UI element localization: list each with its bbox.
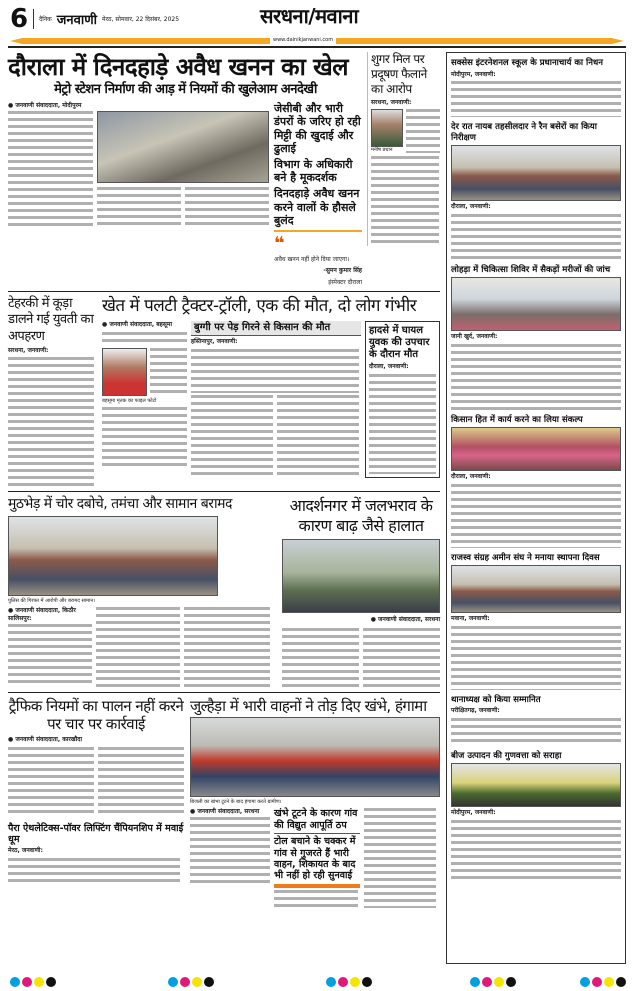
encounter-section [8, 496, 440, 687]
article-text [371, 156, 439, 246]
article-text [8, 858, 180, 886]
divider [8, 491, 440, 492]
dateline: मोदीपुरम, जनवाणी: [451, 70, 496, 78]
article-text [97, 187, 181, 227]
article-text [8, 357, 94, 487]
dateline: मेरठ, जनवाणी: [8, 847, 43, 855]
tractor-story [102, 296, 440, 478]
ameen-sangh-photo [451, 565, 621, 613]
dateline: मवाना, जनवाणी: [451, 615, 490, 623]
byline: ● जनवाणी संवाददाता, किठौर [8, 606, 76, 614]
waterlog-headline: आदर्शनगर में जलभराव के कारण बाढ़ जैसे हालात [289, 496, 433, 536]
medical-camp-photo [451, 277, 621, 331]
quote-author: -सुमन कुमार सिंह [323, 267, 362, 275]
seed-field-photo [451, 763, 621, 807]
dateline: दौराला, जनवाणी: [451, 473, 491, 481]
right-headline-4: राजस्व संग्रह अमीन संघ ने मनाया स्थापना दिवस [451, 552, 600, 563]
julhaida-story [190, 697, 440, 910]
article-text [364, 808, 436, 908]
julhaida-box2: टोल बचाने के चक्कर में गांव से गुजरते हैं भारी वाहन, शिकायत के बाद भी नहीं हो रही सुनवाई [274, 836, 356, 882]
main-region [8, 52, 440, 910]
article-text [184, 607, 270, 687]
right-column-box [446, 52, 626, 964]
registration-marks [470, 972, 518, 991]
dateline: सरधना, जनवाणी: [371, 99, 412, 106]
byline: ● जनवाणी संवाददाता, मोदीपुरम [8, 102, 82, 110]
deceased-photo [102, 348, 147, 396]
article-text [451, 214, 621, 260]
dateline: दौराला, जनवाणी: [369, 363, 409, 371]
lead-side-1: जेसीबी और भारी डंपरों के जरिए हो रही मिट्टी की खुदाई और ढुलाई [274, 102, 361, 155]
article-text [190, 817, 270, 887]
lead-headline: दौराला में दिनदहाड़े अवैध खनन का खेल [8, 53, 349, 81]
divider [33, 9, 34, 29]
right-headline-2: लोहड़ा में चिकित्सा शिविर में सैकड़ों मरीजों की जांच [451, 264, 611, 275]
waterlog-photo [282, 539, 440, 613]
lead-section [8, 52, 440, 287]
article-text [102, 332, 187, 346]
article-text [191, 395, 273, 475]
article-text [8, 111, 93, 227]
article-text [451, 820, 621, 880]
police-photo [8, 516, 218, 596]
right-headline-6: बीज उत्पादन की गुणवत्ता को सराहा [451, 750, 562, 761]
quote-icon: ❝ [274, 232, 285, 254]
dateline: हस्तिनापुर, जनवाणी: [191, 338, 238, 346]
dateline: दौराला, जनवाणी: [451, 203, 491, 211]
para-headline: पैरा ऐथलेटिक्स-पॉवर लिफ्टिंग चैंपियनशिप में मवाई धूम [8, 822, 184, 845]
paper-prefix: दैनिक [39, 16, 52, 23]
byline: ● जनवाणी संवाददाता, सरधना [370, 616, 440, 624]
article-text [451, 344, 621, 410]
article-text [274, 890, 358, 910]
quote-text: अवैध खनन नहीं होने दिया जाएगा। [274, 255, 350, 263]
article-text [191, 349, 359, 393]
byline: ● जनवाणी संवाददाता, कारखौदा [8, 736, 83, 744]
mining-photo [97, 111, 269, 183]
buggi-headline: बुग्गी पर पेड़ गिरने से किसान की मौत [191, 321, 361, 336]
divider [8, 291, 440, 292]
article-text [150, 348, 187, 396]
divider [274, 884, 360, 888]
right-headline-0: सक्सेस इंटरनेशनल स्कूल के प्रधानाचार्य का निधन [451, 58, 603, 68]
article-text [96, 607, 180, 687]
tractor-section [8, 296, 440, 487]
dateline: मेरठ, सोमवार, 22 दिसंबर, 2025 [102, 16, 180, 23]
divider [8, 692, 440, 693]
encounter-headline: मुठभेड़ में चोर दबोचे, तमंचा और सामान बरामद [8, 496, 232, 513]
waterlog-story [282, 496, 440, 687]
article-text [282, 628, 359, 688]
encounter-story [8, 496, 274, 687]
divider [8, 46, 626, 48]
hadse-headline: हादसे में घायल युवक की उपचार के दौरान मौत [369, 325, 430, 361]
article-text [8, 747, 94, 817]
paper-name: जनवाणी [56, 13, 98, 28]
article-text [451, 718, 621, 746]
byline: ● जनवाणी संवाददाता, बहसूमा [102, 321, 173, 329]
article-text [102, 407, 187, 467]
page-number: 6 [10, 4, 29, 34]
article-text [406, 109, 440, 153]
hadse-box [365, 321, 440, 477]
article-text [369, 374, 436, 474]
registration-marks [10, 972, 58, 991]
article-text [185, 187, 269, 227]
julhaida-box1: खंभे टूटने के कारण गांव की विद्युत आपूर्ति ठप [274, 808, 358, 831]
right-headline-1: देर रात नायब तहसीलदार ने रैन बसेरों का किया निरीक्षण [451, 122, 597, 143]
sugar-headline: शुगर मिल पर प्रदूषण फैलाने का आरोप [371, 52, 427, 96]
shelter-photo [451, 145, 621, 201]
website-url: www.dainikjanwani.com [270, 37, 336, 44]
photo-caption: बिजली का खंभा टूटने के बाद हंगामा करते ग्रामीण। [190, 799, 282, 806]
right-headline-5: थानाध्यक्ष को किया सम्मानित [451, 694, 541, 705]
article-text [451, 484, 621, 548]
traffic-headline: ट्रैफिक नियमों का पालन नहीं करने पर चार पर कार्रवाई [8, 696, 184, 734]
protest-photo [190, 717, 440, 797]
divider [274, 833, 360, 834]
tractor-headline: खेत में पलटी ट्रैक्टर-ट्रॉली, एक की मौत, दो लोग गंभीर [102, 296, 417, 317]
farmers-photo [451, 427, 621, 471]
section-title: सरधना/मवाना [260, 4, 359, 28]
tehraki-story [8, 296, 96, 487]
photo-caption: पुलिस की गिरफ्त में आरोपी और बरामद सामान। [8, 597, 96, 604]
article-text [363, 628, 440, 688]
registration-marks [168, 972, 216, 991]
dateline: सालिसपुर: [8, 615, 32, 623]
right-headline-3: किसान हित में कार्य करने का लिया संकल्प [451, 414, 583, 425]
divider [274, 230, 362, 232]
article-text [451, 626, 621, 690]
registration-marks [580, 972, 628, 991]
traffic-story [8, 697, 184, 886]
julhaida-headline: जुल्हैड़ा में भारी वाहनों ने तोड़ दिए खंभे, हंगामा [190, 696, 427, 715]
photo-caption: बहसूमा मृतक का फाइल फोटो [102, 397, 157, 404]
person-photo [371, 109, 403, 147]
dateline: सरधना, जनवाणी: [8, 346, 49, 354]
tehraki-headline: टेहरकी में कूड़ा डालने गई युवती का अपहरण [8, 296, 94, 344]
lead-side-3: दिनदहाड़े अवैध खनन करने वालों के हौसले बुलंद [274, 187, 360, 227]
lead-story [8, 52, 363, 287]
byline: ● जनवाणी संवाददाता, सरधना [190, 808, 260, 816]
photo-caption: मनीष प्रधान [371, 147, 393, 154]
dateline: मोदीपुरम, जनवाणी: [451, 809, 496, 817]
lead-side-2: विभाग के अधिकारी बने है मूकदर्शक [274, 158, 353, 185]
dateline: जानी खुर्द, जनवाणी: [451, 333, 498, 341]
bottom-section [8, 697, 440, 910]
sugar-story [367, 52, 440, 246]
article-text [451, 81, 621, 117]
quote-role: इंस्पेक्टर दौराला [328, 278, 362, 286]
dateline: परीक्षितगढ़, जनवाणी: [451, 707, 500, 715]
article-text [98, 747, 184, 817]
lead-subhead: मेट्रो स्टेशन निर्माण की आड़ में नियमों की खुलेआम अनदेखी [54, 82, 317, 97]
article-text [277, 395, 359, 475]
masthead [10, 6, 179, 32]
article-text [8, 624, 92, 684]
registration-marks [326, 972, 374, 991]
